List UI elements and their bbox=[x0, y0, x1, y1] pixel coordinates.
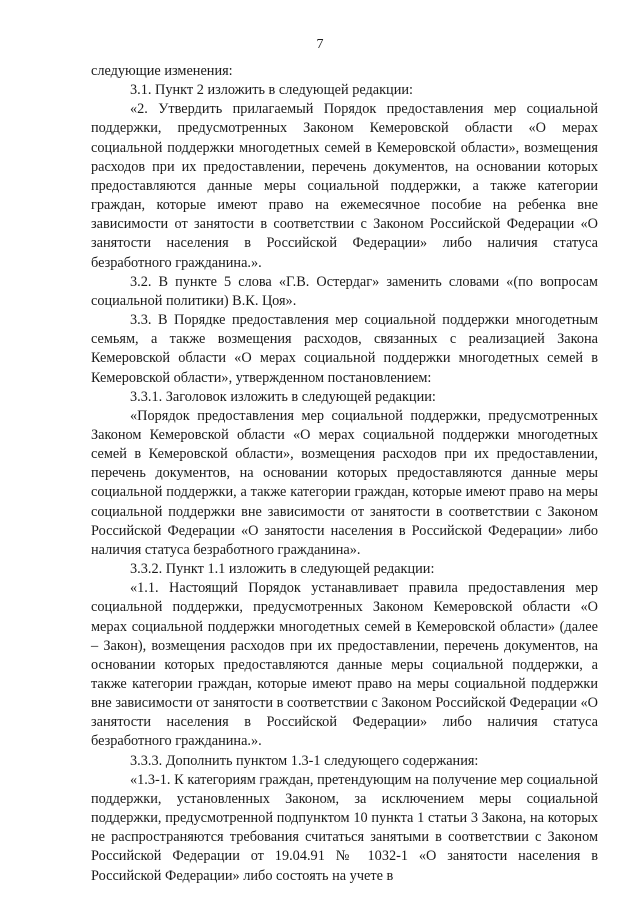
paragraph-3-3-2: 3.3.2. Пункт 1.1 изложить в следующей редакции: bbox=[130, 561, 435, 578]
paragraph-3-3-3: 3.3.3. Дополнить пунктом 1.3-1 следующего содержания: bbox=[130, 752, 479, 769]
paragraph-3-3: 3.3. В Порядке предоставления мер социальной поддержки многодетным семьям, а также возмещения расходов, связанных с реализацией Закона Кемеровской области «О мерах социальной поддержки многодетных семей в Кемеровской области», утвержденном постановлением: bbox=[91, 312, 598, 386]
paragraph-3-3-1: 3.3.1. Заголовок изложить в следующей редакции: bbox=[130, 388, 436, 405]
document-body bbox=[91, 62, 598, 886]
paragraph-3-3-3-quote: «1.3-1. К категориям граждан, претендующим на получение мер социальной поддержки, установленных Законом, за исключением меры социальной поддержки, предусмотренной подпунктом 10 пункта 1 статьи 3 Закона, на которых не распространяются требования считаться занятыми в соответствии с Законом Российской Федерации от 19.04.91 № 1032-1 «О занятости населения в Российской Федерации» либо состоять на учете в bbox=[91, 771, 598, 884]
paragraph-3-3-1-quote: «Порядок предоставления мер социальной поддержки, предусмотренных Законом Кемеровской области «О мерах социальной поддержки многодетных семей в Кемеровской области», возмещения расходов при их предоставлении, перечень документов, на основании которых предоставляются данные меры социальной поддержки, а также категории граждан, которые имеют право на меры социальной поддержки вне зависимости от занятости в соответствии с Законом Российской Федерации «О занятости населения в Российской Федерации» либо наличия статуса безработного гражданина». bbox=[91, 407, 598, 558]
paragraph-intro: следующие изменения: bbox=[91, 63, 233, 79]
paragraph-3-1-quote: «2. Утвердить прилагаемый Порядок предоставления мер социальной поддержки, предусмотренных Законом Кемеровской области «О мерах социальной поддержки многодетных семей в Кемеровской области», возмещения расходов при их предоставлении, перечень документов, на основании которых предоставляются данные меры социальной поддержки, а также категории граждан, которые имеют право на ежемесячное пособие на ребенка вне зависимости от занятости в соответствии с Законом Российской Федерации «О занятости населения в Российской Федерации» либо наличия статуса безработного гражданина.». bbox=[91, 101, 598, 271]
page-number: 7 bbox=[316, 37, 324, 52]
paragraph-3-3-2-quote: «1.1. Настоящий Порядок устанавливает правила предоставления мер социальной поддержки, предусмотренных Законом Кемеровской области «О мерах социальной поддержки многодетных семей в Кемеровской области» (далее – Закон), возмещения расходов при их предоставлении, перечень документов, на основании которых предоставляются данные меры социальной поддержки, а также категории граждан, которые имеют право на меры социальной поддержки вне зависимости от занятости в соответствии с Законом Российской Федерации «О занятости населения в Российской Федерации» либо наличия статуса безработного гражданина.». bbox=[91, 580, 598, 750]
paragraph-3-1: 3.1. Пункт 2 изложить в следующей редакции: bbox=[130, 82, 413, 99]
paragraph-3-2: 3.2. В пункте 5 слова «Г.В. Остердаг» заменить словами «(по вопросам социальной политики) В.К. Цоя». bbox=[91, 273, 598, 309]
